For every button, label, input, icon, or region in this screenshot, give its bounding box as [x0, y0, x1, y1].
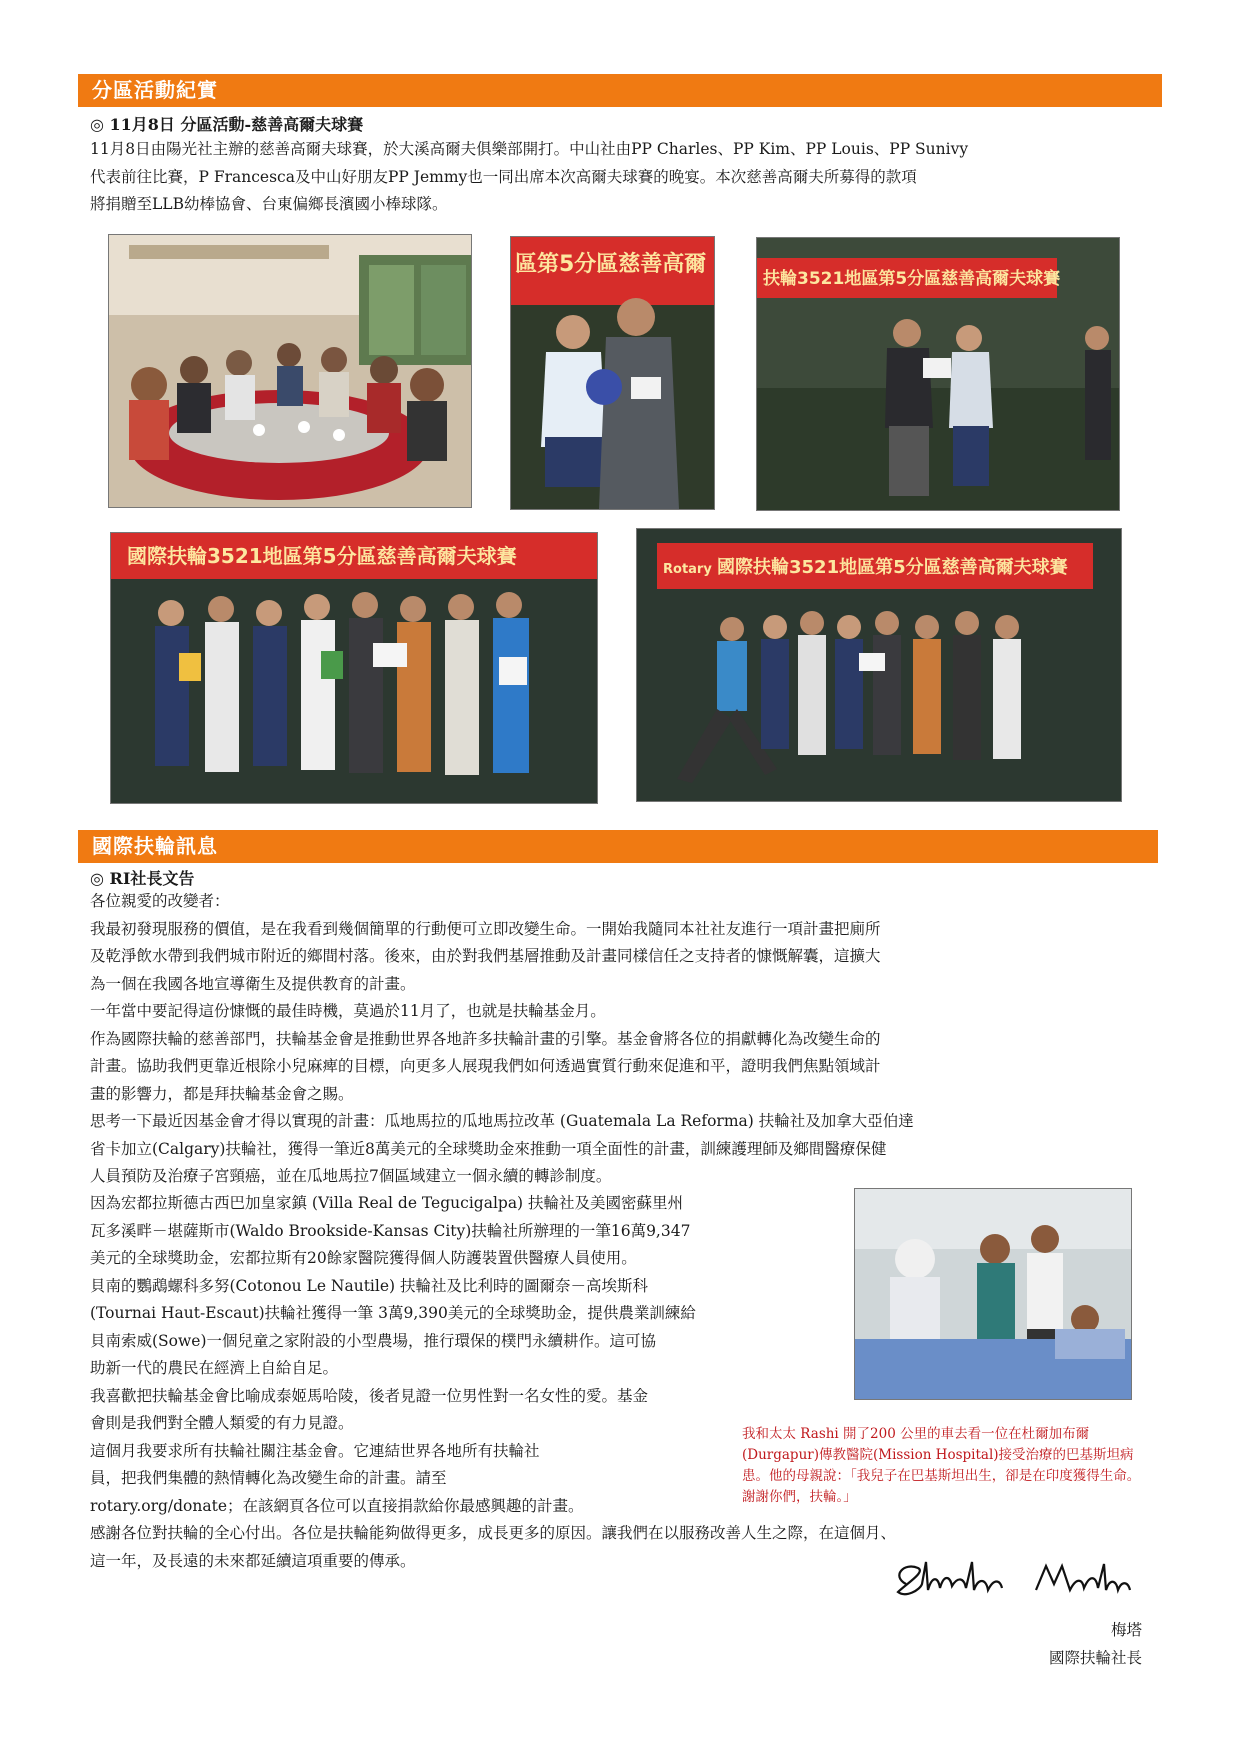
president-name-block	[1049, 1616, 1142, 1672]
golf-event-paragraph	[90, 136, 968, 219]
message-line: 因為宏都拉斯德古西巴加皇家鎮 (Villa Real de Tegucigalpa) 扶輪社及美國密蘇里州	[90, 1194, 684, 1212]
message-line: 貝南索威(Sowe)一個兒童之家附設的小型農場，推行環保的樸門永續耕作。這可協	[90, 1331, 656, 1350]
section-header-label: 國際扶輪訊息	[92, 834, 218, 858]
message-line: (Tournai Haut-Escaut)扶輪社獲得一筆 3萬9,390美元的全球獎助金，提供農業訓練給	[90, 1304, 696, 1322]
section-header-district-activities	[78, 74, 1162, 107]
photo3-banner-text: 扶輪3521地區第5分區慈善高爾夫球賽	[763, 269, 1061, 289]
message-line: 我喜歡把扶輪基金會比喻成泰姬馬哈陵，後者見證一位男性對一名女性的愛。基金	[90, 1386, 649, 1405]
message-line: 思考一下最近因基金會才得以實現的計畫：瓜地馬拉的瓜地馬拉改革 (Guatemala La Reforma) 扶輪社及加拿大亞伯達	[90, 1112, 914, 1130]
message-line: 各位親愛的改變者：	[90, 892, 230, 910]
photo2-banner-text: 區第5分區慈善高爾	[515, 252, 707, 277]
photo-group-right	[636, 528, 1122, 802]
president-signature	[886, 1554, 1136, 1606]
photo4-banner-text: 國際扶輪3521地區第5分區慈善高爾夫球賽	[127, 544, 517, 568]
message-line: 畫的影響力，都是拜扶輪基金會之賜。	[90, 1084, 354, 1103]
golf-event-subheading: ◎ 11月8日 分區活動-慈善高爾夫球賽	[90, 115, 364, 134]
paragraph-line: 11月8日由陽光社主辦的慈善高爾夫球賽，於大溪高爾夫俱樂部開打。中山社由PP Charles、PP Kim、PP Louis、PP Sunivy	[90, 140, 969, 158]
photo-banquet-table	[108, 234, 472, 508]
message-line: 及乾淨飲水帶到我們城市附近的鄉間村落。後來，由於對我們基層推動及計畫同樣信任之支持者的慷慨解囊，這擴大	[90, 947, 881, 965]
message-line: 瓦多溪畔－堪薩斯市(Waldo Brookside-Kansas City)扶輪社所辦理的一筆16萬9,347	[90, 1221, 691, 1240]
message-line: 我最初發現服務的價值，是在我看到幾個簡單的行動便可立即改變生命。一開始我隨同本社社友進行一項計畫把廁所	[90, 919, 881, 938]
photo-hospital-visit	[854, 1188, 1132, 1400]
message-line: 為一個在我國各地宣導衛生及提供教育的計畫。	[90, 974, 416, 993]
message-line: 會則是我們對全體人類愛的有力見證。	[90, 1414, 354, 1432]
photo-award-two-people	[510, 236, 715, 510]
paragraph-line: 將捐贈至LLB幼棒協會、台東偏鄉長濱國小棒球隊。	[90, 195, 448, 213]
photo-caption: 我和太太 Rashi 開了200 公里的車去看一位在杜爾加布爾(Durgapur)傳教醫院(Mission Hospital)接受治療的巴基斯坦病患。他的母親說：「我兒子在巴基斯坦出生，卻是在印度獲得生命。謝謝你們，扶輪。」	[742, 1426, 1141, 1505]
photo5-banner-logo: Rotary	[663, 562, 712, 577]
message-line: 作為國際扶輪的慈善部門，扶輪基金會是推動世界各地許多扶輪計畫的引擎。基金會將各位的捐獻轉化為改變生命的	[90, 1029, 881, 1048]
message-line: 一年當中要記得這份慷慨的最佳時機，莫過於11月了，也就是扶輪基金月。	[90, 1002, 606, 1020]
president-message-subheading: ◎ RI社長文告	[90, 869, 195, 888]
paragraph-line: 代表前往比賽，P Francesca及中山好朋友PP Jemmy也一同出席本次高爾夫球賽的晚宴。本次慈善高爾夫所募得的款項	[90, 167, 917, 186]
section-header-rotary-news	[78, 830, 1158, 863]
message-line: 省卡加立(Calgary)扶輪社，獲得一筆近8萬美元的全球獎助金來推動一項全面性的計畫，訓練護理師及鄉間醫療保健	[90, 1139, 887, 1158]
message-line: 計畫。協助我們更靠近根除小兒麻痺的目標，向更多人展現我們如何透過實質行動來促進和平，證明我們焦點領域計	[90, 1057, 881, 1075]
section-header-label: 分區活動紀實	[92, 78, 218, 102]
message-line: 這一年，及長遠的未來都延續這項重要的傳承。	[90, 1551, 416, 1570]
message-line: 美元的全球獎助金，宏都拉斯有20餘家醫院獲得個人防護裝置供醫療人員使用。	[90, 1249, 637, 1267]
message-line: 感謝各位對扶輪的全心付出。各位是扶輪能夠做得更多，成長更多的原因。讓我們在以服務改善人生之際，在這個月、	[90, 1524, 897, 1542]
president-title: 國際扶輪社長	[1048, 1649, 1142, 1667]
president-message-full-width	[90, 888, 1150, 1191]
message-line: 助新一代的農民在經濟上自給自足。	[90, 1359, 339, 1377]
photo-group-left	[110, 532, 598, 804]
message-line: 這個月我要求所有扶輪社關注基金會。它連結世界各地所有扶輪社	[90, 1441, 540, 1460]
message-line: rotary.org/donate；在該網頁各位可以直接捐款給你最感興趣的計畫。	[90, 1496, 584, 1515]
message-line: 人員預防及治療子宮頸癌，並在瓜地馬拉7個區域建立一個永續的轉診制度。	[90, 1167, 612, 1185]
message-line: 貝南的鸚鵡螺科多努(Cotonou Le Nautile) 扶輪社及比利時的圖爾奈－高埃斯科	[90, 1276, 648, 1295]
president-name: 梅塔	[1110, 1621, 1142, 1639]
photo5-banner-text: 國際扶輪3521地區第5分區慈善高爾夫球賽	[717, 557, 1068, 578]
photo-award-presentation	[756, 237, 1120, 511]
message-line: 員，把我們集體的熱情轉化為改變生命的計畫。請至	[90, 1469, 447, 1487]
president-message-narrow	[90, 1190, 850, 1520]
